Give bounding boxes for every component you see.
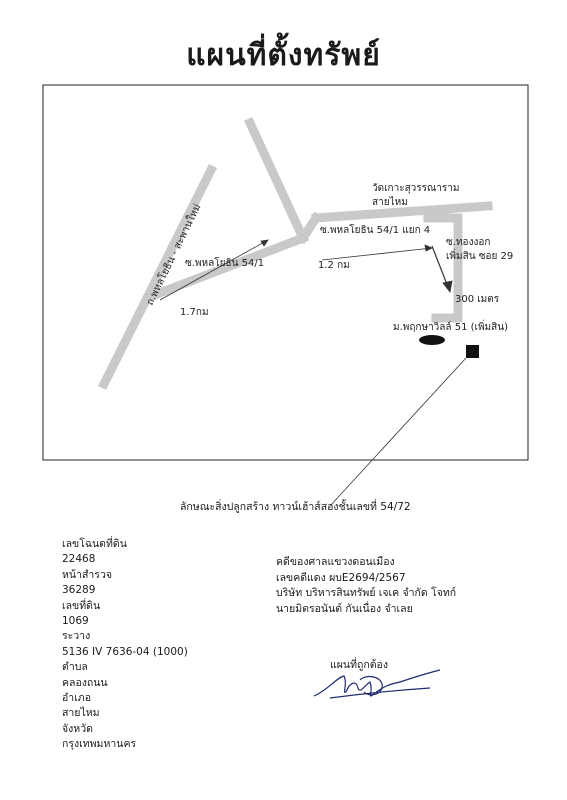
arrow-2-head bbox=[425, 245, 432, 251]
arrow-1-head bbox=[261, 240, 268, 246]
district-value: สายไหม bbox=[62, 707, 100, 720]
page-title: แผนที่ตั้งทรัพย์ bbox=[186, 38, 381, 73]
pointer-line bbox=[330, 358, 466, 506]
certify-label: แผนที่ถูกต้อง bbox=[330, 659, 388, 671]
plaintiff: บริษัท บริหารสินทรัพย์ เจเค จำกัด โจทก์ bbox=[276, 587, 457, 600]
signature bbox=[300, 664, 460, 714]
court-name: คดีของศาลแขวงดอนเมือง bbox=[276, 556, 395, 568]
defendant: นายมิตรอนันต์ กันเนื่อง จำเลย bbox=[276, 602, 413, 615]
deed-no-value: 22468 bbox=[62, 553, 96, 566]
label-village: ม.พฤกษาวิลล์ 51 (เพิ่มสิน) bbox=[393, 322, 508, 333]
label-temple-line2: สายไหม bbox=[372, 197, 408, 208]
village-marker bbox=[419, 335, 445, 345]
land-no-label: เลขที่ดิน bbox=[62, 599, 101, 612]
sheet-value: 5136 IV 7636-04 (1000) bbox=[62, 645, 188, 658]
road-soi-3 bbox=[428, 218, 458, 318]
survey-value: 36289 bbox=[62, 584, 96, 597]
subdistrict-label: ตำบล bbox=[62, 661, 88, 674]
survey-label: หน้าสำรวจ bbox=[62, 568, 112, 581]
deed-no-label: เลขโฉนดที่ดิน bbox=[62, 538, 127, 550]
label-soi-3-line2: เพิ่มสิน ซอย 29 bbox=[446, 251, 514, 262]
arrow-3-head bbox=[443, 281, 452, 292]
subdistrict-value: คลองถนน bbox=[62, 676, 108, 689]
label-road-main: ถ.พหลโยธิน - สะพานใหม่ bbox=[144, 202, 204, 308]
label-soi-2: ซ.พหลโยธิน 54/1 แยก 4 bbox=[320, 225, 431, 236]
label-soi-1: ซ.พหลโยธิน 54/1 bbox=[185, 258, 265, 269]
province-value: กรุงเทพมหานคร bbox=[62, 738, 137, 751]
label-distance-1: 1.7กม bbox=[180, 307, 209, 318]
arrow-2 bbox=[322, 248, 432, 260]
case-info bbox=[276, 555, 456, 617]
land-no-value: 1069 bbox=[62, 615, 89, 628]
deed-info bbox=[62, 537, 188, 753]
district-label: อำเภอ bbox=[62, 692, 92, 705]
label-temple-line1: วัดเกาะสุวรรณาราม bbox=[372, 183, 460, 194]
case-number: เลขคดีแดง ผบE2694/2567 bbox=[276, 571, 406, 584]
property-marker bbox=[466, 345, 479, 358]
signature-stroke bbox=[314, 670, 440, 698]
label-distance-3: 300 เมตร bbox=[455, 294, 500, 305]
building-caption: ลักษณะสิ่งปลูกสร้าง ทาวน์เฮ้าส์สองชั้นเลขที่ 54/72 bbox=[180, 501, 411, 513]
label-soi-3-line1: ซ.ทองงอก bbox=[446, 237, 491, 248]
province-label: จังหวัด bbox=[62, 722, 93, 735]
road-branch bbox=[250, 123, 303, 238]
label-distance-2: 1.2 กม bbox=[318, 260, 350, 271]
sheet-label: ระวาง bbox=[62, 630, 91, 643]
